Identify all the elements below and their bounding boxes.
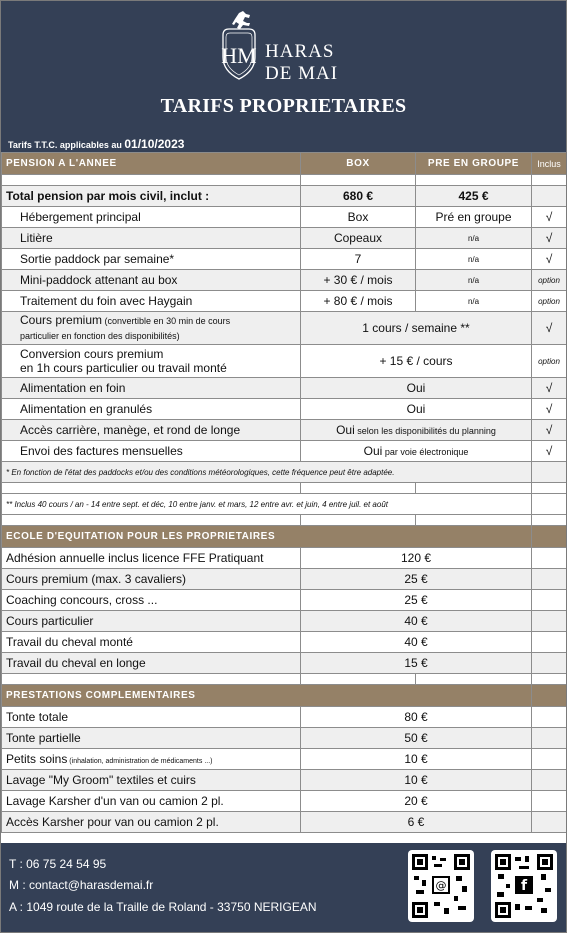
tarif-date-line bbox=[8, 137, 184, 151]
table-row: Petits soins (inhalation, administration de médicaments ...) 10 € bbox=[2, 749, 567, 770]
box-column-header: BOX bbox=[301, 153, 416, 175]
table-row: Cours premium (max. 3 cavaliers) 25 € bbox=[2, 569, 567, 590]
table-row: Sortie paddock par semaine* 7 n/a √ bbox=[2, 249, 567, 270]
tariff-table bbox=[1, 152, 567, 833]
pension-section-header bbox=[2, 153, 567, 175]
pension-header-label: PENSION A L'ANNEE bbox=[2, 153, 301, 175]
qr-code-facebook[interactable] bbox=[491, 850, 557, 922]
table-row: Tonte totale 80 € bbox=[2, 707, 567, 728]
svg-text:HARAS: HARAS bbox=[265, 41, 335, 62]
table-row: Travail du cheval en longe 15 € bbox=[2, 653, 567, 674]
ecole-section-header: ECOLE D'EQUITATION POUR LES PROPRIETAIRES bbox=[2, 526, 567, 548]
address-line: A : 1049 route de la Traille de Roland - 33750 NERIGEAN bbox=[9, 900, 317, 914]
haras-de-mai-logo bbox=[213, 9, 383, 89]
prestations-section-header: PRESTATIONS COMPLEMENTAIRES bbox=[2, 685, 567, 707]
table-row: Lavage "My Groom" textiles et cuirs 10 € bbox=[2, 770, 567, 791]
inclus-column-header: Inclus bbox=[532, 153, 567, 175]
table-row: Lavage Karsher d'un van ou camion 2 pl. 20 € bbox=[2, 791, 567, 812]
page-title: TARIFS PROPRIETAIRES bbox=[160, 95, 407, 117]
svg-text:DE MAI: DE MAI bbox=[265, 63, 339, 84]
table-row: Traitement du foin avec Haygain + 80 € / mois n/a option bbox=[2, 291, 567, 312]
svg-text:HM: HM bbox=[221, 43, 257, 68]
header-banner bbox=[1, 1, 566, 152]
total-box: 680 € bbox=[301, 186, 416, 207]
svg-text:@: @ bbox=[435, 879, 447, 892]
phone-line: T : 06 75 24 54 95 bbox=[9, 857, 107, 871]
table-row: Alimentation en foin Oui √ bbox=[2, 378, 567, 399]
email-line: M : contact@harasdemai.fr bbox=[9, 878, 154, 892]
qr-code-email[interactable] bbox=[408, 850, 474, 922]
total-label: Total pension par mois civil, inclut : bbox=[2, 186, 301, 207]
table-row: Adhésion annuelle inclus licence FFE Pratiquant 120 € bbox=[2, 548, 567, 569]
table-row: Travail du cheval monté 40 € bbox=[2, 632, 567, 653]
table-row: Envoi des factures mensuelles Oui par voie électronique √ bbox=[2, 441, 567, 462]
table-row: Coaching concours, cross ... 25 € bbox=[2, 590, 567, 611]
tarif-date: 01/10/2023 bbox=[124, 137, 185, 151]
contact-footer bbox=[1, 843, 566, 932]
table-row: Hébergement principal Box Pré en groupe √ bbox=[2, 207, 567, 228]
total-pre: 425 € bbox=[416, 186, 532, 207]
table-row: Cours particulier 40 € bbox=[2, 611, 567, 632]
footnote-1: * En fonction de l'état des paddocks et/ou des conditions météorologiques, cette fréquence peut être adaptée. bbox=[2, 462, 567, 483]
cours-premium-row: Cours premium (convertible en 30 min de cours particulier en fonction des disponibilités) 1 cours / semaine ** √ bbox=[2, 312, 567, 345]
conversion-row: Conversion cours premium en 1h cours particulier ou travail monté + 15 € / cours option bbox=[2, 345, 567, 378]
table-row: Accès carrière, manège, et rond de longe Oui selon les disponibilités du planning √ bbox=[2, 420, 567, 441]
table-row: Litière Copeaux n/a √ bbox=[2, 228, 567, 249]
pre-column-header: PRE EN GROUPE bbox=[416, 153, 532, 175]
facebook-icon: f bbox=[520, 878, 528, 894]
table-row: Alimentation en granulés Oui √ bbox=[2, 399, 567, 420]
table-row: Mini-paddock attenant au box + 30 € / mois n/a option bbox=[2, 270, 567, 291]
table-row: Accès Karsher pour van ou camion 2 pl. 6 € bbox=[2, 812, 567, 833]
footnote-2: ** Inclus 40 cours / an - 14 entre sept. et déc, 10 entre janv. et mars, 12 entre avr. et juin, 4 entre juil. et août bbox=[2, 494, 567, 515]
pension-total-row bbox=[2, 186, 567, 207]
tariff-tables bbox=[1, 152, 566, 833]
table-row: Tonte partielle 50 € bbox=[2, 728, 567, 749]
horse-icon bbox=[232, 11, 250, 29]
tarif-prefix: Tarifs T.T.C. applicables au bbox=[8, 140, 125, 150]
